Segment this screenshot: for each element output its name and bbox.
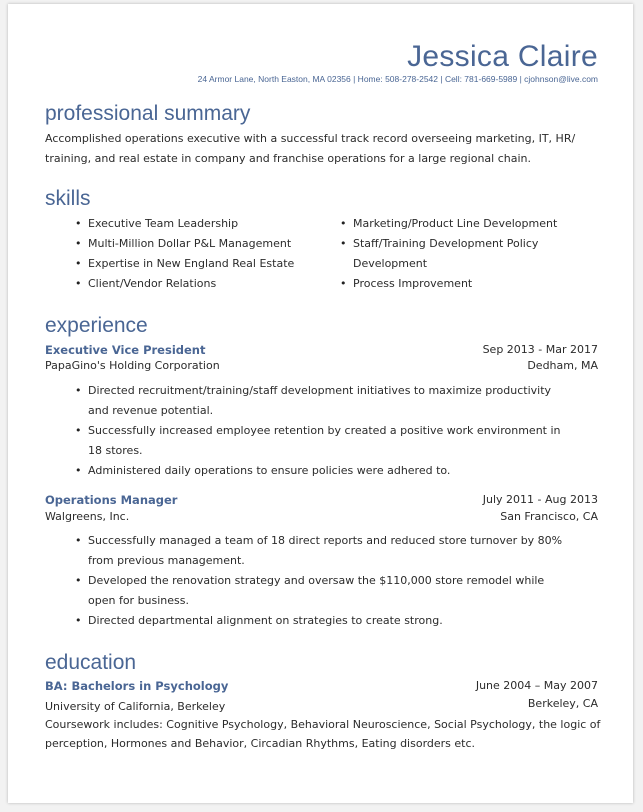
list-item: • Executive Team Leadership (75, 214, 325, 234)
skills-list-right (340, 214, 570, 294)
skills-heading: skills (45, 187, 91, 210)
resume-page (8, 4, 633, 803)
list-item: • Successfully managed a team of 18 direct reports and reduced store turnover by 80% from previous management. (75, 531, 575, 571)
list-item: • Directed departmental alignment on strategies to create strong. (75, 611, 575, 631)
summary-heading: professional summary (45, 102, 251, 125)
contact-line: 24 Armor Lane, North Easton, MA 02356 | Home: 508-278-2542 | Cell: 781-669-5989 | cjohnson@live.com (197, 74, 598, 84)
job-dates: Sep 2013 - Mar 2017 (482, 343, 598, 356)
job-company: PapaGino's Holding Corporation (45, 359, 220, 372)
job-title: Operations Manager (45, 493, 178, 507)
list-item: • Directed recruitment/training/staff development initiatives to maximize productivity and revenue potential. (75, 381, 575, 421)
list-item: • Expertise in New England Real Estate (75, 254, 325, 274)
list-item: • Client/Vendor Relations (75, 274, 325, 294)
summary-text: Accomplished operations executive with a successful track record overseeing marketing, IT, HR/ training, and real estate in company and franchise operations for a large regional chain. (45, 132, 576, 165)
list-item: • Developed the renovation strategy and oversaw the $110,000 store remodel while open for business. (75, 571, 575, 611)
education-heading: education (45, 651, 137, 674)
job-company: Walgreens, Inc. (45, 510, 130, 523)
list-item: • Successfully increased employee retention by created a positive work environment in 18 stores. (75, 421, 575, 461)
job-dates: July 2011 - Aug 2013 (482, 493, 598, 506)
skills-list-left (75, 214, 325, 294)
experience-heading: experience (45, 314, 148, 337)
list-item: • Multi-Million Dollar P&L Management (75, 234, 325, 254)
list-item: • Staff/Training Development Policy Development (340, 234, 570, 274)
degree: BA: Bachelors in Psychology (45, 679, 229, 693)
job-title: Executive Vice President (45, 343, 206, 357)
education-location: Berkeley, CA (527, 697, 598, 710)
education-dates: June 2004 – May 2007 (475, 679, 598, 692)
job-location: San Francisco, CA (500, 510, 598, 523)
school: University of California, Berkeley (45, 700, 226, 713)
job-bullets (75, 381, 575, 481)
job-bullets (75, 531, 575, 631)
candidate-name: Jessica Claire (407, 40, 598, 73)
list-item: • Process Improvement (340, 274, 570, 294)
list-item: • Marketing/Product Line Development (340, 214, 570, 234)
job-location: Dedham, MA (527, 359, 598, 372)
list-item: • Administered daily operations to ensure policies were adhered to. (75, 461, 575, 481)
coursework: Coursework includes: Cognitive Psychology, Behavioral Neuroscience, Social Psychology, the logic of perception, Hormones and Behavior, Circadian Rhythms, Eating disorders etc. (45, 718, 601, 750)
